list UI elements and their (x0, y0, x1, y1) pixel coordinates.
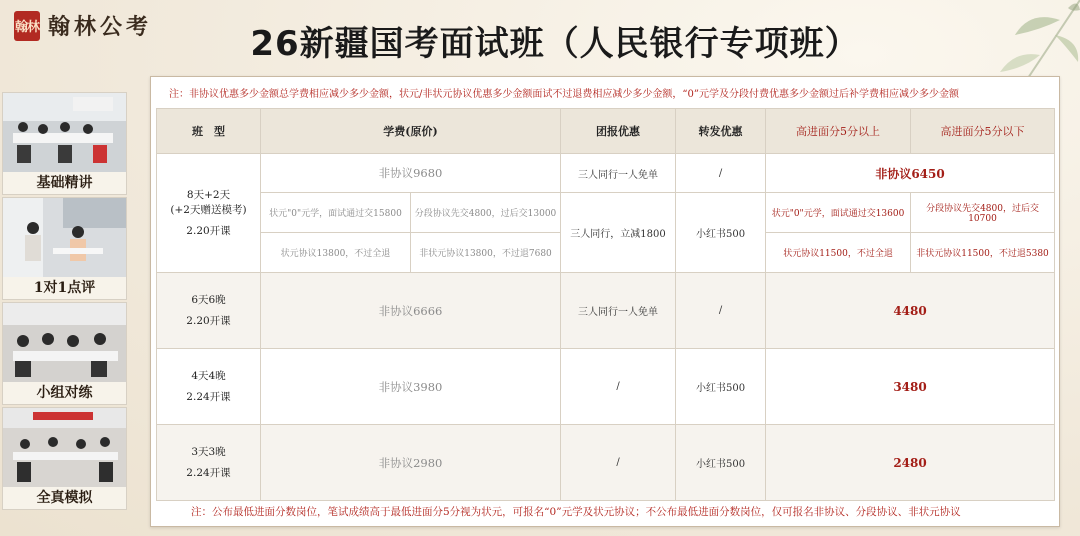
forward-cell: 小红书500 (676, 349, 766, 425)
low-score-cell: 非状元协议11500，不过退5380 (911, 233, 1055, 273)
group-cell: 三人同行一人免单 (561, 154, 676, 193)
fee-cell: 非协议6666 (261, 273, 561, 349)
forward-cell: / (676, 273, 766, 349)
class-duration: 6天6晚 (191, 293, 226, 306)
group-cell: / (561, 349, 676, 425)
pricing-panel (150, 76, 1060, 527)
bottom-note: 注：公布最低进面分数岗位，笔试成绩高于最低进面分5分视为状元，可报名“0”元学及状元协议；不公布最低进面分数岗位，仅可报名非协议、分段协议、非状元协议 (191, 506, 961, 518)
header-fee: 学费(原价) (261, 109, 561, 154)
photo-card (2, 197, 127, 300)
pricing-table (156, 108, 1055, 501)
fee-cell: 非协议9680 (261, 154, 561, 193)
class-duration: 3天3晚 (191, 445, 226, 458)
class-duration: 4天4晚 (191, 369, 226, 382)
photo-card (2, 92, 127, 195)
group-cell: 三人同行一人免单 (561, 273, 676, 349)
fee-cell: 分段协议先交4800，过后交13000 (411, 193, 561, 233)
low-score-cell: 分段协议先交4800，过后交10700 (911, 193, 1055, 233)
header-group: 团报优惠 (561, 109, 676, 154)
photo-card (2, 302, 127, 405)
classroom-photo (3, 198, 127, 278)
high-score-cell: 状元"0"元学，面试通过交13600 (766, 193, 911, 233)
class-start: 2.24开课 (186, 390, 231, 403)
header-below5: 高进面分5分以下 (911, 109, 1055, 154)
classroom-photo (3, 408, 127, 488)
header-above5: 高进面分5分以上 (766, 109, 911, 154)
forward-cell: 小红书500 (676, 193, 766, 273)
high-score-cell: 3480 (766, 349, 1055, 425)
class-duration: 8天+2天 (186, 188, 231, 201)
classroom-photo (3, 303, 127, 383)
header-class: 班 型 (157, 109, 261, 154)
high-score-cell: 2480 (766, 425, 1055, 501)
class-cell (157, 349, 261, 425)
brand-seal-icon: 翰林 (14, 11, 40, 41)
group-cell: 三人同行，立减1800 (561, 193, 676, 273)
photo-caption: 小组对练 (3, 382, 126, 404)
photo-caption: 1对1点评 (3, 277, 126, 299)
brand-name: 翰林公考 (48, 14, 153, 40)
class-cell (157, 425, 261, 501)
forward-cell: / (676, 154, 766, 193)
top-note: 注：非协议优惠多少金额总学费相应减少多少金额，状元/非状元协议优惠多少金额面试不过退费相应减少多少金额，“0”元学及分段付费优惠多少金额过后补学费相应减少多少金额 (169, 89, 959, 100)
classroom-photo (3, 93, 127, 173)
photo-strip (2, 92, 129, 512)
class-bonus: (+2天赠送模考) (170, 203, 247, 216)
class-cell (157, 273, 261, 349)
photo-card (2, 407, 127, 510)
fee-cell: 状元"0"元学，面试通过交15800 (261, 193, 411, 233)
page-title: 26新疆国考面试班（人民银行专项班） (250, 24, 860, 64)
photo-caption: 基础精讲 (3, 172, 126, 194)
fee-cell: 非协议3980 (261, 349, 561, 425)
photo-caption: 全真模拟 (3, 487, 126, 509)
forward-cell: 小红书500 (676, 425, 766, 501)
header-forward: 转发优惠 (676, 109, 766, 154)
class-start: 2.24开课 (186, 466, 231, 479)
fee-cell: 非协议2980 (261, 425, 561, 501)
high-score-cell: 4480 (766, 273, 1055, 349)
high-score-cell: 状元协议11500，不过全退 (766, 233, 911, 273)
fee-cell: 状元协议13800，不过全退 (261, 233, 411, 273)
fee-cell: 非状元协议13800，不过退7680 (411, 233, 561, 273)
class-start: 2.20开课 (186, 224, 231, 237)
high-score-cell: 非协议6450 (766, 154, 1055, 193)
class-start: 2.20开课 (186, 314, 231, 327)
class-cell (157, 154, 261, 273)
group-cell: / (561, 425, 676, 501)
